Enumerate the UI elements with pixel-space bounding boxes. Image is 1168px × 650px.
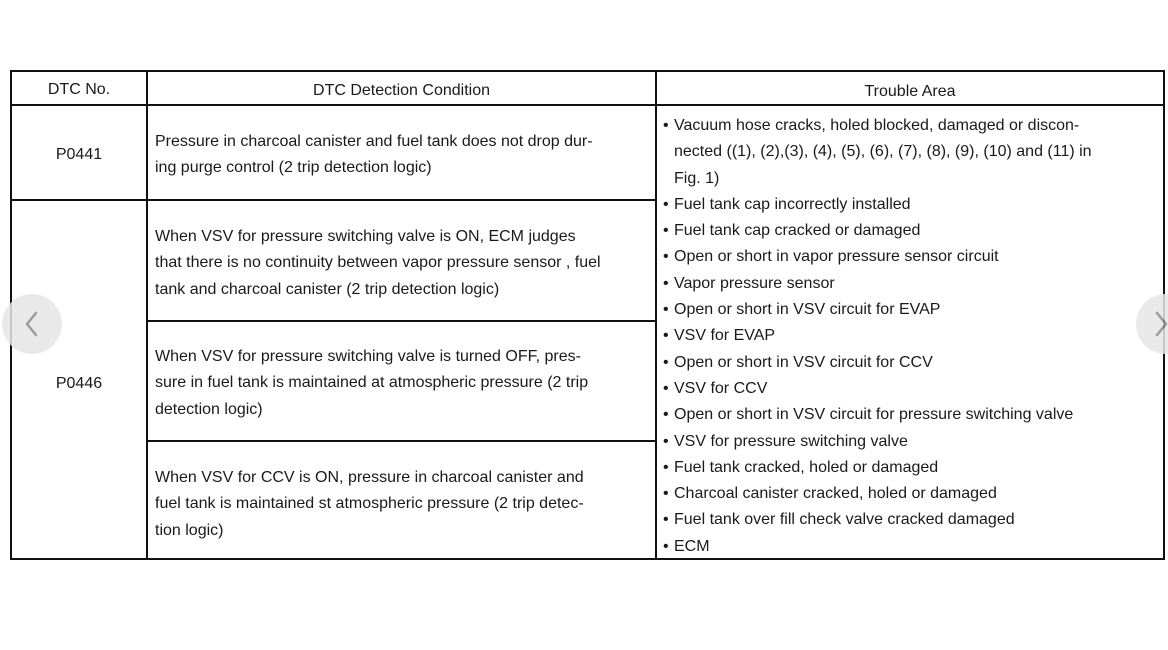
trouble-item: • Charcoal canister cracked, holed or damaged bbox=[662, 481, 1092, 507]
column-divider bbox=[146, 70, 148, 560]
chevron-left-icon bbox=[22, 310, 42, 338]
prev-button[interactable] bbox=[2, 294, 62, 354]
trouble-item: • Vapor pressure sensor bbox=[662, 271, 1092, 297]
condition-line: that there is no continuity between vapor pressure sensor , fuel bbox=[155, 254, 601, 272]
detection-condition bbox=[155, 344, 588, 423]
condition-line: ing purge control (2 trip detection logic) bbox=[155, 159, 432, 177]
trouble-item bbox=[662, 113, 1092, 192]
detection-condition bbox=[155, 465, 584, 544]
row-divider bbox=[146, 440, 657, 442]
trouble-item: • VSV for CCV bbox=[662, 376, 1092, 402]
trouble-item: • Fuel tank over fill check valve cracked damaged bbox=[662, 507, 1092, 533]
condition-line: detection logic) bbox=[155, 400, 263, 418]
column-divider bbox=[655, 70, 657, 560]
trouble-item: • Open or short in VSV circuit for EVAP bbox=[662, 297, 1092, 323]
trouble-item: • Open or short in vapor pressure sensor circuit bbox=[662, 244, 1092, 270]
trouble-area-list bbox=[662, 113, 1092, 560]
trouble-item: • VSV for EVAP bbox=[662, 323, 1092, 349]
dtc-code: P0446 bbox=[55, 375, 103, 392]
trouble-item: • Fuel tank cracked, holed or damaged bbox=[662, 455, 1092, 481]
trouble-item: • Open or short in VSV circuit for CCV bbox=[662, 350, 1092, 376]
dtc-code: P0441 bbox=[55, 146, 103, 163]
trouble-item: • Open or short in VSV circuit for pressure switching valve bbox=[662, 402, 1092, 428]
row-divider bbox=[146, 320, 657, 322]
detection-condition bbox=[155, 129, 593, 182]
trouble-item-line: • Vacuum hose cracks, holed blocked, damaged or discon- bbox=[674, 117, 1080, 134]
header-trouble-area: Trouble Area bbox=[864, 83, 956, 100]
condition-line: Pressure in charcoal canister and fuel tank does not drop dur- bbox=[155, 133, 593, 150]
header-detection-condition: DTC Detection Condition bbox=[313, 82, 490, 99]
condition-line: When VSV for pressure switching valve is ON, ECM judges bbox=[155, 228, 576, 245]
condition-line: fuel tank is maintained st atmospheric pressure (2 trip detec- bbox=[155, 495, 584, 513]
trouble-item: • ECM bbox=[662, 534, 1092, 560]
condition-line: tion logic) bbox=[155, 521, 224, 539]
header-divider bbox=[10, 104, 1165, 106]
trouble-item: • VSV for pressure switching valve bbox=[662, 429, 1092, 455]
chevron-right-icon bbox=[1154, 310, 1168, 338]
trouble-item: • Fuel tank cap cracked or damaged bbox=[662, 218, 1092, 244]
condition-line: When VSV for pressure switching valve is turned OFF, pres- bbox=[155, 348, 581, 365]
trouble-item-line: Fig. 1) bbox=[674, 169, 720, 187]
detection-condition bbox=[155, 224, 601, 303]
row-divider bbox=[10, 199, 657, 201]
condition-line: When VSV for CCV is ON, pressure in charcoal canister and bbox=[155, 469, 584, 486]
trouble-item: • Fuel tank cap incorrectly installed bbox=[662, 192, 1092, 218]
trouble-item-line: nected ((1), (2),(3), (4), (5), (6), (7), (8), (9), (10) and (11) in bbox=[674, 143, 1092, 161]
condition-line: tank and charcoal canister (2 trip detection logic) bbox=[155, 280, 500, 298]
header-dtc-no: DTC No. bbox=[47, 81, 111, 98]
condition-line: sure in fuel tank is maintained at atmospheric pressure (2 trip bbox=[155, 374, 589, 392]
